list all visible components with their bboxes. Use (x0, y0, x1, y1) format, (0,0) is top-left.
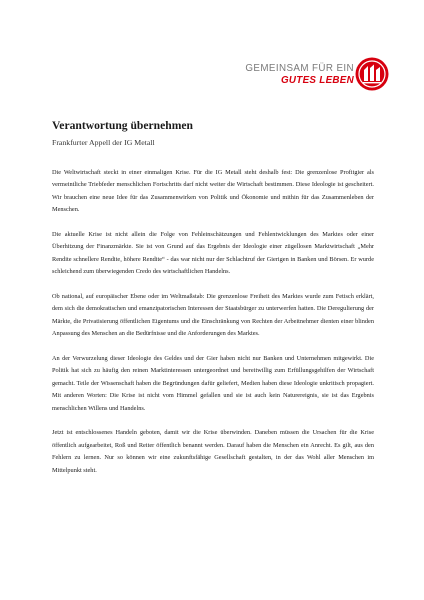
ig-metall-logo (355, 57, 389, 91)
paragraph: An der Verwurzelung dieser Ideologie des Geldes und der Gier haben nicht nur Banken und Unternehmen mitgewirkt. Die Politik hat sich zu häufig den reinen Marktinteressen untergeordnet und bereitwillig zum Erfüllungsgehilfen der Wirtschaft gemacht. Teile der Wissenschaft haben die Begründungen dafür geliefert, Medien haben diese Ideologie unkritisch propagiert. Mit anderen Worten: Die Krise ist nicht vom Himmel gefallen und sie ist auch kein Naturereignis, sie ist das Ergebnis menschlichen Willens und Handelns. (52, 355, 374, 412)
paragraph: Die aktuelle Krise ist nicht allein die Folge von Fehleinschätzungen und Fehlentwicklungen des Marktes oder einer Überhitzung der Finanzmärkte. Sie ist von Grund auf das Ergebnis der Ideologie einer zügellosen Marktwirtschaft „Mehr Rendite schnellere Rendite, höhere Rendite“ - das war nicht nur der Schlachtruf der Gierigen in Banken und Börsen. Er wurde schleichend zum überwiegenden Credo des wirtschaftlichen Handelns. (52, 231, 374, 276)
document-body (52, 167, 374, 477)
slogan-line-1: GEMEINSAM FÜR EIN (245, 63, 354, 74)
paragraph: Ob national, auf europäischer Ebene oder im Weltmaßstab: Die grenzenlose Freiheit des Marktes wurde zum Fetisch erklärt, dem sich die demokratischen und emanzipatorischen Interessen der Staatsbürger zu unterwerfen hatten. Die Deregulierung der Märkte, die Privatisierung öffentlichen Eigentums und die Einschränkung von Rechten der Arbeitnehmer dienten einer blinden Anpassung des Menschen an die Bedürfnisse und die Anforderungen des Marktes. (52, 293, 374, 338)
document-title: Verantwortung übernehmen (52, 119, 193, 132)
slogan (245, 63, 354, 87)
paragraph: Jetzt ist entschlossenes Handeln geboten, damit wir die Krise überwinden. Daneben müssen die Ursachen für die Krise öffentlich aufgearbeitet, Roß und Reiter öffentlich benannt werden. Darauf haben die Menschen ein Anrecht. Es gilt, aus den Fehlern zu lernen. Nur so können wir eine zukunftsfähige Gesellschaft gestalten, in der das Wohl aller Menschen im Mittelpunkt steht. (52, 429, 374, 474)
document-subtitle: Frankfurter Appell der IG Metall (52, 138, 155, 147)
slogan-line-2: GUTES LEBEN (281, 75, 354, 86)
paragraph: Die Weltwirtschaft steckt in einer einmaligen Krise. Für die IG Metall steht deshalb fest: Die grenzenlose Profitgier als vermeintliche Triebfeder menschlichen Fortschritts darf nicht weiter die Wirtschaft bestimmen. Diese Ideologie ist gescheitert. Wir brauchen eine neue Idee für das Zusammenwirken von Politik und Ökonomie und mithin für das Zusammenleben der Menschen. (52, 169, 374, 214)
